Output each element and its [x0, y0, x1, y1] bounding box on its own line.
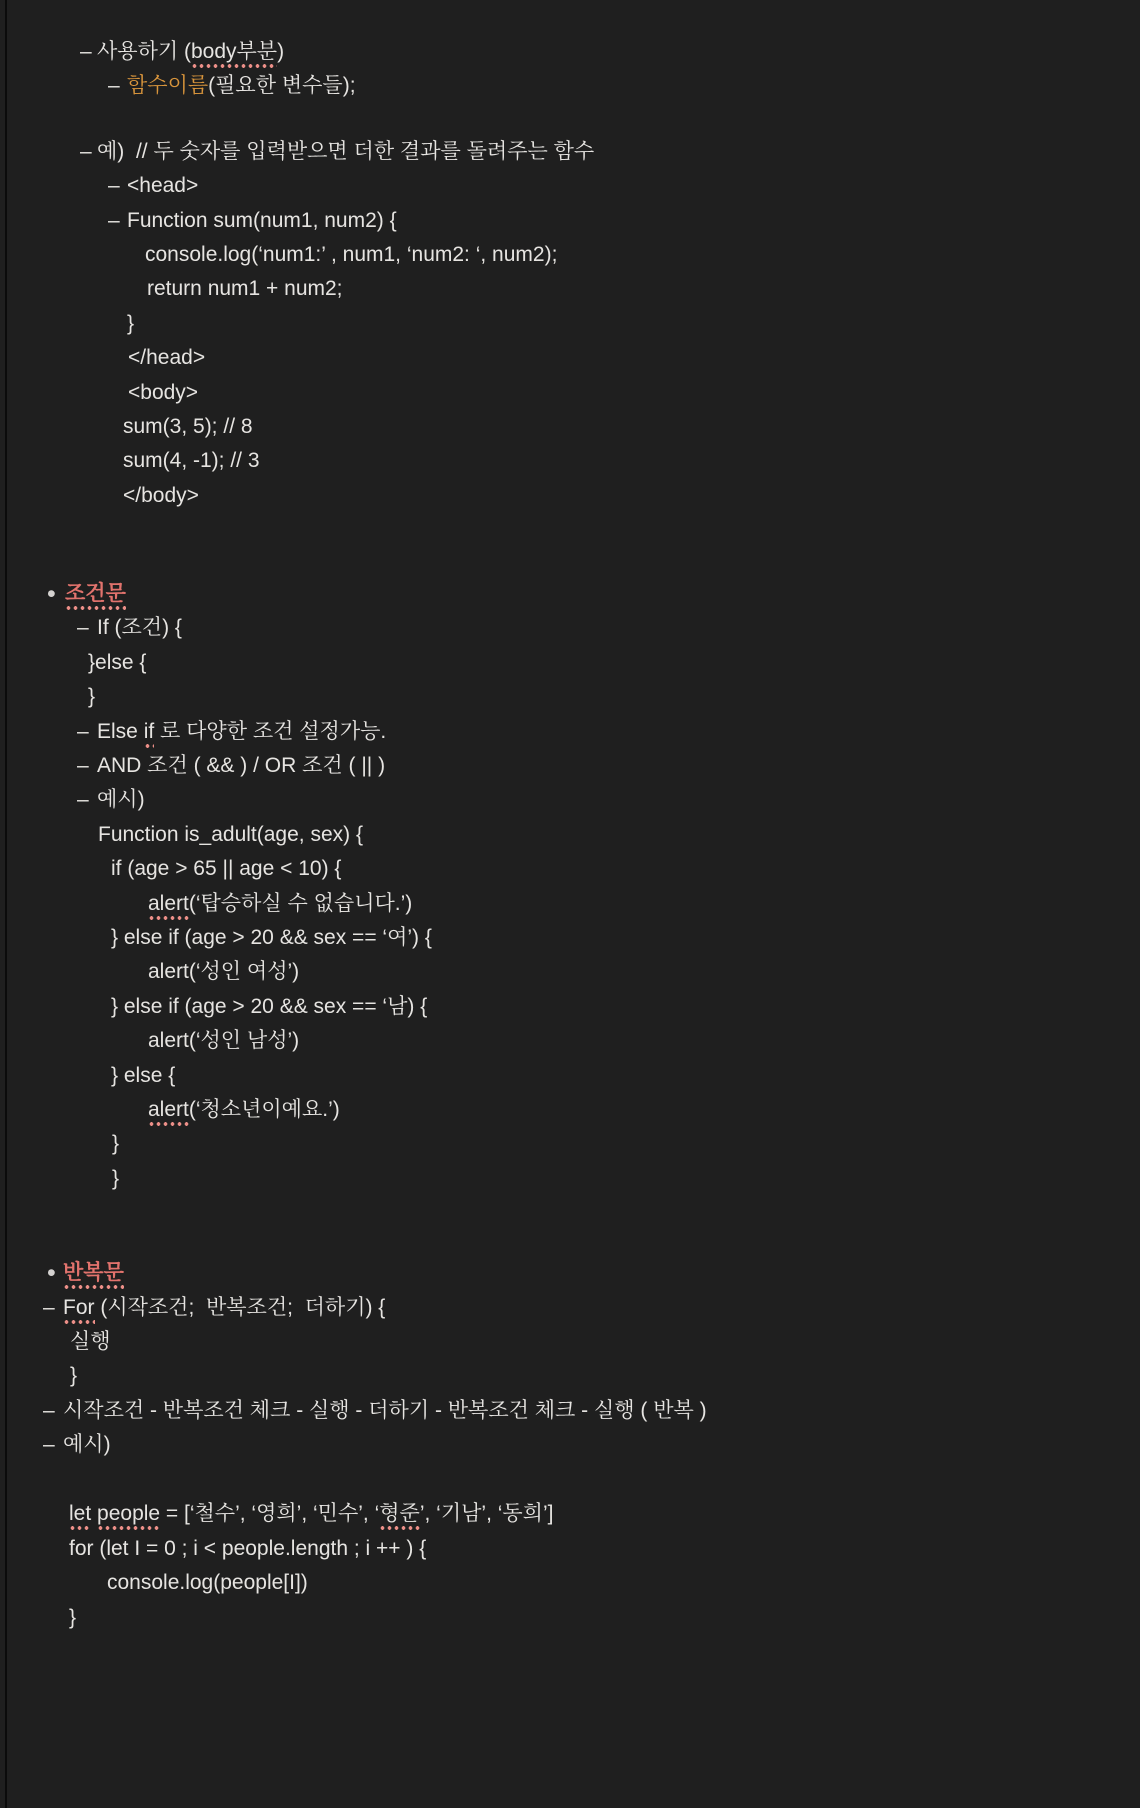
doc-line	[0, 69, 1140, 103]
dash-marker-icon: –	[77, 719, 89, 743]
doc-line	[0, 611, 1140, 645]
section-title: 반복문	[63, 1261, 124, 1290]
doc-line	[0, 479, 1140, 513]
doc-line	[0, 169, 1140, 203]
doc-line	[0, 680, 1140, 714]
doc-line	[0, 35, 1140, 69]
doc-line	[0, 410, 1140, 444]
dash-marker-icon: –	[77, 616, 89, 640]
doc-line	[0, 1162, 1140, 1196]
doc-line	[0, 1127, 1140, 1161]
doc-line	[0, 646, 1140, 680]
text-segment: alert(‘성인 여성’)	[148, 960, 300, 984]
doc-line	[0, 1601, 1140, 1635]
text-segment: for (let I = 0 ; i < people.length ; i ++ ) {	[69, 1536, 427, 1560]
bullet-marker-icon: •	[47, 580, 56, 609]
text-segment: console.log(people[I])	[107, 1571, 308, 1595]
text-segment: 함수이름	[127, 74, 209, 98]
text-segment: }	[112, 1132, 120, 1156]
doc-line	[0, 238, 1140, 272]
doc-line	[0, 341, 1140, 375]
note-content	[0, 35, 1140, 1635]
doc-line	[0, 204, 1140, 238]
doc-line	[0, 577, 1140, 611]
doc-line	[0, 921, 1140, 955]
text-segment: 예) // 두 숫자를 입력받으면 더한 결과를 돌려주는 함수	[97, 139, 595, 163]
text-segment: return num1 + num2;	[147, 277, 343, 301]
doc-line	[0, 783, 1140, 817]
doc-line	[0, 272, 1140, 306]
spellcheck-underlined-word: For	[63, 1296, 95, 1325]
dash-marker-icon: –	[80, 139, 92, 163]
spellcheck-underlined-word: let	[69, 1502, 91, 1531]
doc-line	[0, 1497, 1140, 1531]
text-segment: sum(3, 5); // 8	[123, 414, 253, 438]
text-segment: = [‘철수’, ‘영희’, ‘민수’, ‘	[160, 1502, 380, 1526]
spellcheck-underlined-word: alert	[148, 1098, 189, 1127]
text-segment: }	[70, 1364, 78, 1388]
text-segment: (시작조건; 반복조건; 더하기) {	[94, 1295, 386, 1319]
doc-line	[0, 955, 1140, 989]
text-segment: sum(4, -1); // 3	[123, 449, 260, 473]
dash-marker-icon: –	[43, 1295, 55, 1319]
dash-marker-icon: –	[77, 788, 89, 812]
spellcheck-underlined-word: if	[144, 720, 155, 749]
doc-line	[0, 1566, 1140, 1600]
doc-line	[0, 1532, 1140, 1566]
doc-line	[0, 990, 1140, 1024]
text-segment: )	[277, 40, 285, 63]
doc-line	[0, 135, 1140, 169]
blank-line-gap	[0, 1462, 1140, 1497]
doc-line	[0, 444, 1140, 478]
blank-line-gap	[0, 104, 1140, 135]
text-segment: }	[112, 1166, 120, 1190]
text-segment: } else if (age > 20 && sex == ‘남) {	[111, 994, 428, 1018]
dash-marker-icon: –	[108, 74, 120, 98]
text-segment: }	[127, 311, 135, 335]
text-segment: (필요한 변수들);	[208, 74, 356, 98]
text-segment: Function sum(num1, num2) {	[127, 208, 397, 232]
text-segment: } else if (age > 20 && sex == ‘여’) {	[111, 925, 432, 949]
text-segment: 예시)	[63, 1433, 111, 1457]
doc-line	[0, 1059, 1140, 1093]
text-segment: 로 다양한 조건 설정가능.	[154, 719, 387, 743]
text-segment: 시작조건 - 반복조건 체크 - 실행 - 더하기 - 반복조건 체크 - 실행 ( 반복 )	[63, 1398, 707, 1422]
doc-line	[0, 1291, 1140, 1325]
section-title: 조건문	[65, 582, 126, 611]
bullet-marker-icon: •	[47, 1259, 56, 1288]
doc-line	[0, 715, 1140, 749]
dash-marker-icon: –	[108, 208, 120, 232]
dash-marker-icon: –	[108, 174, 120, 198]
doc-line	[0, 1394, 1140, 1428]
doc-line	[0, 852, 1140, 886]
text-segment: console.log(‘num1:’ , num1, ‘num2: ‘, num2);	[145, 242, 558, 266]
text-segment: (‘청소년이예요.’)	[188, 1097, 340, 1121]
text-segment: 실행	[70, 1329, 111, 1353]
doc-line	[0, 887, 1140, 921]
text-segment: (‘탑승하실 수 없습니다.’)	[188, 891, 413, 915]
doc-line	[0, 1325, 1140, 1359]
doc-line	[0, 1428, 1140, 1462]
text-segment: </body>	[123, 483, 199, 507]
dash-marker-icon: –	[77, 754, 89, 778]
doc-line	[0, 818, 1140, 852]
text-segment: AND 조건 ( && ) / OR 조건 ( || )	[97, 754, 386, 778]
text-segment: }else {	[88, 650, 147, 674]
dash-marker-icon: –	[43, 1398, 55, 1422]
text-segment: if (age > 65 || age < 10) {	[111, 857, 342, 881]
doc-line	[0, 1024, 1140, 1058]
spellcheck-underlined-word: people	[97, 1502, 160, 1531]
text-segment: 사용하기 (	[97, 40, 191, 63]
spellcheck-underlined-word: body부분	[191, 40, 277, 69]
text-segment: alert(‘성인 남성’)	[148, 1029, 300, 1053]
spellcheck-underlined-word: alert	[148, 892, 189, 921]
doc-line	[0, 1359, 1140, 1393]
text-segment: 예시)	[97, 788, 145, 812]
dash-marker-icon: –	[80, 40, 92, 63]
text-segment: }	[88, 685, 96, 709]
doc-line	[0, 307, 1140, 341]
text-segment: Else	[97, 719, 144, 743]
doc-line	[0, 1093, 1140, 1127]
text-segment: <body>	[128, 380, 199, 404]
text-segment: <head>	[127, 174, 199, 198]
text-segment: } else {	[111, 1063, 176, 1087]
text-segment: </head>	[128, 346, 206, 370]
text-segment: If (조건) {	[97, 616, 182, 640]
text-segment: Function is_adult(age, sex) {	[98, 822, 363, 846]
doc-line	[0, 749, 1140, 783]
text-segment: }	[69, 1605, 77, 1629]
doc-line	[0, 1256, 1140, 1290]
dash-marker-icon: –	[43, 1433, 55, 1457]
spellcheck-underlined-word: 형준	[379, 1502, 420, 1531]
blank-line-gap	[0, 513, 1140, 577]
text-segment: ’, ‘기남’, ‘동희’]	[419, 1502, 554, 1526]
blank-line-gap	[0, 1196, 1140, 1256]
doc-line	[0, 376, 1140, 410]
